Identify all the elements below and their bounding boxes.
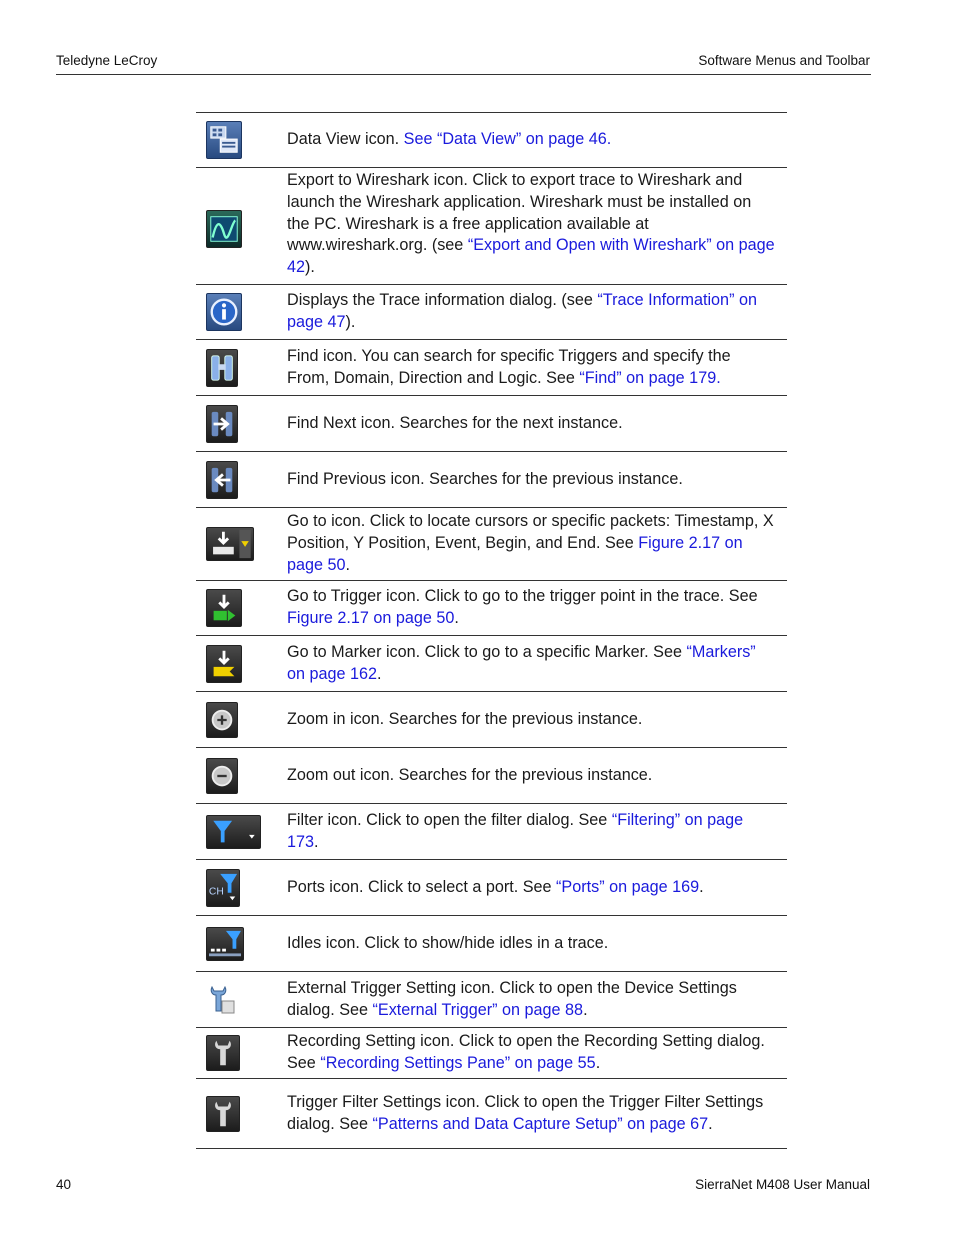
goto-trigger-icon xyxy=(206,589,242,627)
description-tail: . xyxy=(377,664,382,683)
toolbar-icon-table xyxy=(196,112,787,1149)
icon-cell xyxy=(196,168,287,284)
description-text: Zoom in icon. Searches for the previous instance. xyxy=(287,709,643,728)
ports-icon-label: CH xyxy=(208,886,224,898)
description xyxy=(287,642,787,686)
icon-cell xyxy=(196,804,287,859)
icon-cell xyxy=(196,113,287,167)
table-row xyxy=(196,1079,787,1149)
description-text: Go to Trigger icon. Click to go to the trigger point in the trace. See xyxy=(287,587,758,606)
description xyxy=(287,413,787,435)
description xyxy=(287,469,787,491)
description xyxy=(287,933,787,955)
icon-cell xyxy=(196,1079,287,1148)
header-section: Software Menus and Toolbar xyxy=(698,53,870,68)
cross-reference-link[interactable]: “Ports” on page 169 xyxy=(556,877,700,896)
description xyxy=(287,290,787,334)
description-text: External Trigger Setting icon. Click to open the Device Settings dialog. See xyxy=(287,978,737,1019)
description xyxy=(287,877,787,899)
cross-reference-link[interactable]: “Find” on page 179. xyxy=(579,368,721,387)
icon-cell xyxy=(196,340,287,395)
description xyxy=(287,765,787,787)
icon-cell xyxy=(196,508,287,580)
table-row xyxy=(196,692,787,748)
binoculars-icon xyxy=(206,349,238,387)
icon-cell xyxy=(196,285,287,339)
description-tail: . xyxy=(314,832,319,851)
external-trigger-icon xyxy=(206,983,238,1017)
icon-cell xyxy=(196,748,287,803)
description-text: Data View icon. xyxy=(287,130,404,149)
description-text: Idles icon. Click to show/hide idles in a trace. xyxy=(287,933,609,952)
description xyxy=(287,810,787,854)
info-icon xyxy=(206,293,242,331)
description-tail: . xyxy=(595,1054,601,1072)
description xyxy=(287,978,787,1022)
icon-cell xyxy=(196,452,287,507)
wrench-icon xyxy=(206,1035,240,1071)
footer-manual-title: SierraNet M408 User Manual xyxy=(695,1177,870,1192)
description xyxy=(287,129,787,151)
cross-reference-link[interactable]: “External Trigger” on page 88 xyxy=(372,1000,584,1019)
description xyxy=(287,709,787,731)
find-next-icon xyxy=(206,405,238,443)
table-row xyxy=(196,581,787,636)
description-tail: ). xyxy=(345,313,356,331)
description xyxy=(287,511,787,576)
table-row xyxy=(196,1028,787,1079)
header-company: Teledyne LeCroy xyxy=(56,53,158,68)
icon-cell xyxy=(196,1028,287,1078)
filter-icon xyxy=(206,815,261,849)
data-view-icon xyxy=(206,121,242,159)
cross-reference-link[interactable]: “Patterns and Data Capture Setup” on page 67 xyxy=(372,1114,709,1133)
wrench-icon xyxy=(206,1096,240,1132)
page-number: 40 xyxy=(56,1177,72,1192)
table-row xyxy=(196,396,787,452)
table-row xyxy=(196,285,787,340)
description-tail: . xyxy=(454,609,459,627)
icon-cell xyxy=(196,916,287,971)
description-tail: . xyxy=(699,877,704,896)
description xyxy=(287,168,787,279)
cross-reference-link[interactable]: See “Data View” on page 46. xyxy=(403,130,612,149)
description-tail: . xyxy=(345,555,351,574)
idles-icon xyxy=(206,927,244,961)
table-row xyxy=(196,804,787,860)
icon-cell xyxy=(196,860,287,915)
table-row xyxy=(196,113,787,168)
zoom-out-icon xyxy=(206,758,238,794)
table-row xyxy=(196,748,787,804)
description-text: Find Previous icon. Searches for the previous instance. xyxy=(287,469,683,488)
cross-reference-link[interactable]: “Markers” on page 162 xyxy=(287,642,756,683)
header-rule xyxy=(56,74,871,75)
goto-icon xyxy=(206,527,254,561)
table-row xyxy=(196,508,787,581)
wireshark-icon xyxy=(206,210,242,248)
table-row xyxy=(196,168,787,285)
cross-reference-link[interactable]: “Trace Information” on page 47 xyxy=(287,291,757,331)
cross-reference-link[interactable]: “Filtering” on page 173 xyxy=(287,810,744,851)
description-text: Trigger Filter Settings icon. Click to open the Trigger Filter Settings dialog. See xyxy=(287,1092,764,1133)
description-text: Go to Marker icon. Click to go to a specific Marker. See xyxy=(287,642,687,661)
cross-reference-link[interactable]: “Export and Open with Wireshark” on page 42 xyxy=(287,236,775,277)
icon-cell xyxy=(196,396,287,451)
description-text: Zoom out icon. Searches for the previous instance. xyxy=(287,765,653,784)
description-text: Go to icon. Click to locate cursors or specific packets: Timestamp, X Position, Y Position, Event, Begin, and End. See xyxy=(287,512,774,553)
description-text: Export to Wireshark icon. Click to export trace to Wireshark and launch the Wireshark application. Wireshark must be installed on the PC. Wireshark is a free application available at www.wireshark.org. (see xyxy=(287,171,752,255)
ports-icon xyxy=(206,869,240,907)
find-previous-icon xyxy=(206,461,238,499)
icon-cell xyxy=(196,692,287,747)
description-tail: . xyxy=(708,1114,713,1133)
table-row xyxy=(196,860,787,916)
description-tail: ). xyxy=(305,258,315,277)
icon-cell xyxy=(196,636,287,691)
table-row xyxy=(196,452,787,508)
description xyxy=(287,346,787,390)
description-text: Recording Setting icon. Click to open the Recording Setting dialog. See xyxy=(287,1032,765,1072)
description-text: Ports icon. Click to select a port. See xyxy=(287,877,557,896)
table-row xyxy=(196,972,787,1028)
zoom-in-icon xyxy=(206,702,238,738)
description xyxy=(287,1092,787,1136)
description-text: Filter icon. Click to open the filter dialog. See xyxy=(287,810,612,829)
goto-marker-icon xyxy=(206,645,242,683)
cross-reference-link[interactable]: Figure 2.17 on page 50 xyxy=(287,534,743,574)
description-tail: . xyxy=(583,1000,588,1019)
icon-cell xyxy=(196,581,287,635)
table-row xyxy=(196,636,787,692)
description-text: Find Next icon. Searches for the next instance. xyxy=(287,413,623,432)
icon-cell xyxy=(196,972,287,1027)
cross-reference-link[interactable]: “Recording Settings Pane” on page 55 xyxy=(320,1054,596,1072)
description-text: Find icon. You can search for specific Triggers and specify the From, Domain, Direction and Logic. See xyxy=(287,346,731,387)
description-text: Displays the Trace information dialog. (see xyxy=(287,291,598,310)
table-row xyxy=(196,340,787,396)
cross-reference-link[interactable]: Figure 2.17 on page 50 xyxy=(287,609,455,627)
description xyxy=(287,586,787,630)
table-row xyxy=(196,916,787,972)
description xyxy=(287,1031,787,1075)
